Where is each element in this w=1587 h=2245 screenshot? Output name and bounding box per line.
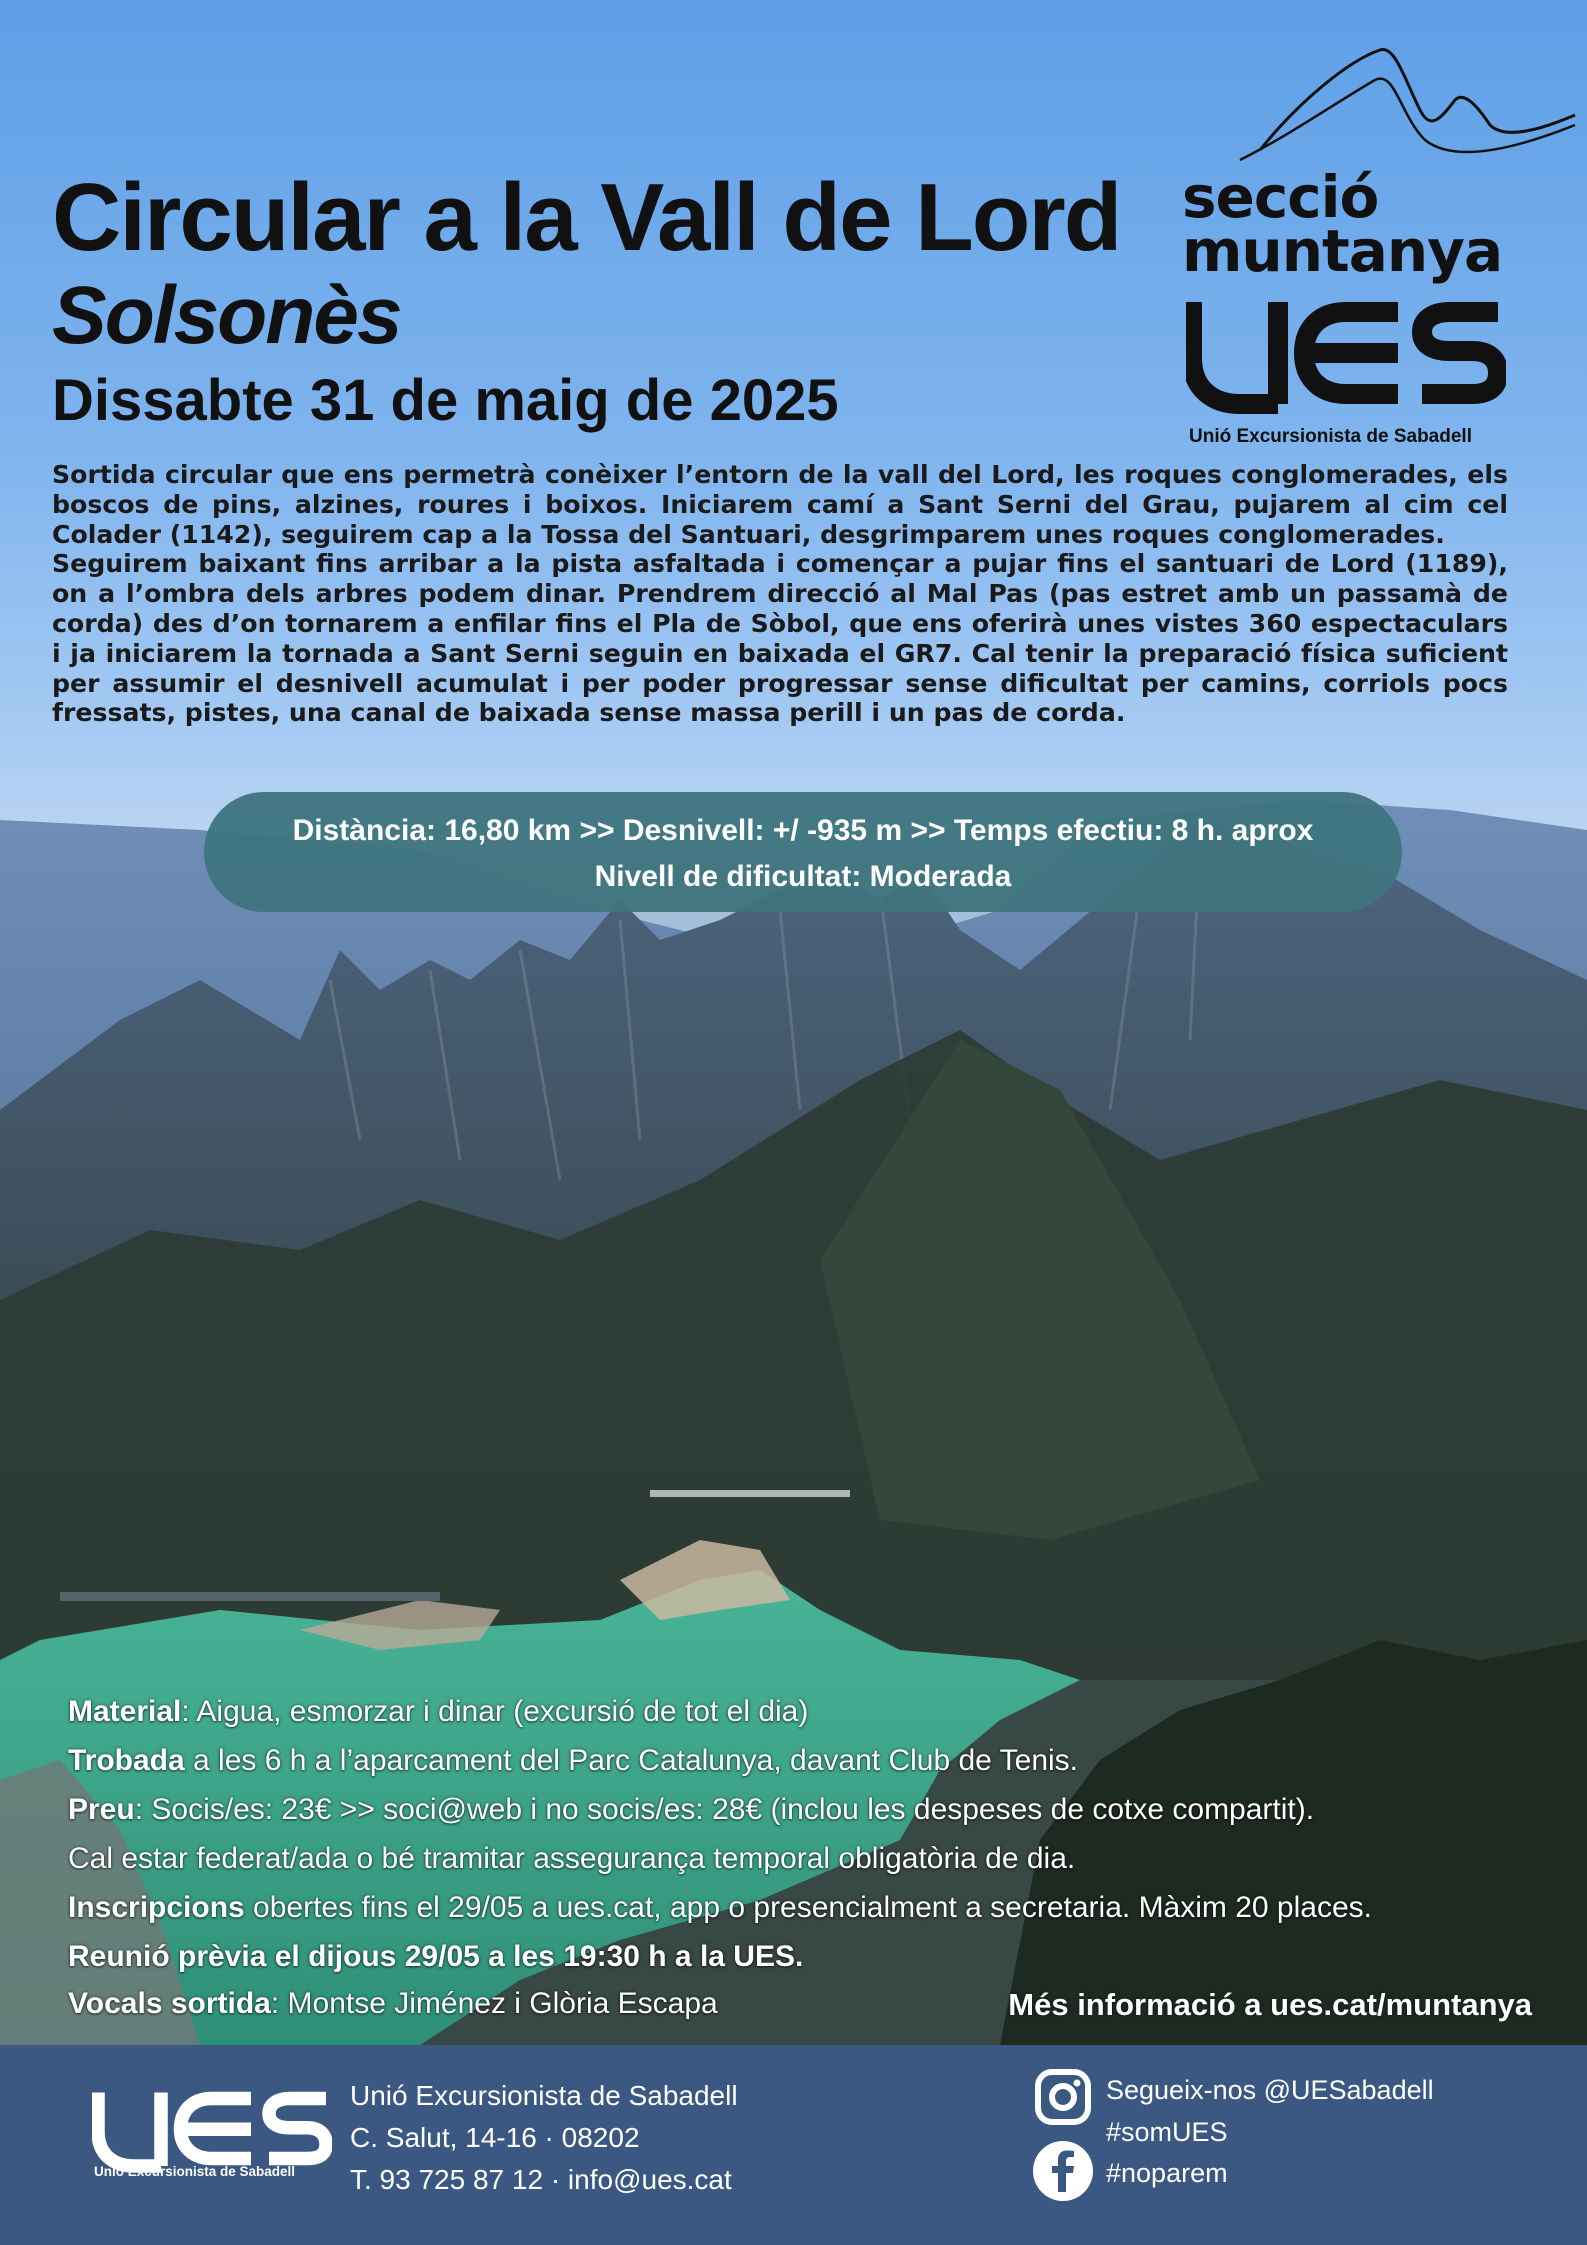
region-subtitle: Solsonès (52, 270, 401, 361)
registration-line (68, 1891, 1372, 1925)
trip-leaders-label: Vocals sortida (68, 1987, 271, 2020)
facebook-icon[interactable] (1032, 2140, 1094, 2202)
logo-line-seccio: secció (1182, 163, 1379, 231)
footer-address: C. Salut, 14-16 · 08202 (350, 2122, 640, 2153)
trip-stats-banner (204, 792, 1402, 912)
footer-org-name: Unió Excursionista de Sabadell (350, 2080, 738, 2111)
trip-leaders-text: : Montse Jiménez i Glòria Escapa (270, 1987, 718, 2020)
logo-line-muntanya: muntanya (1182, 217, 1503, 285)
mountain-line-icon (1180, 40, 1580, 180)
registration-label: Inscripcions (68, 1891, 245, 1924)
event-date: Dissabte 31 de maig de 2025 (52, 368, 839, 433)
insurance-line: Cal estar federat/ada o bé tramitar assegurança temporal obligatòria de dia. (68, 1842, 1076, 1875)
difficulty-line: Nivell de dificultat: Moderada (594, 860, 1012, 893)
page-title: Circular a la Vall de Lord (52, 164, 1121, 271)
seccio-muntanya-logo (1180, 40, 1580, 460)
price-line (68, 1793, 1314, 1827)
ues-wordmark-icon (1186, 296, 1506, 416)
prior-meeting-text: Reunió prèvia el dijous 29/05 a les 19:30 h a la UES. (68, 1940, 804, 1973)
footer-logo-caption: Unió Excursionista de Sabadell (94, 2164, 296, 2179)
hashtag-somues: #somUES (1106, 2117, 1228, 2147)
material-text: : Aigua, esmorzar i dinar (excursió de tot el dia) (181, 1695, 809, 1728)
prior-meeting-line (68, 1940, 803, 1974)
registration-text: obertes fins el 29/05 a ues.cat, app o presencialment a secretaria. Màxim 20 places. (244, 1891, 1372, 1924)
more-info-link[interactable]: Més informació a ues.cat/muntanya (1008, 1987, 1532, 2022)
material-line (68, 1695, 808, 1729)
price-text: : Socis/es: 23€ >> soci@web i no socis/es: 28€ (inclou les despeses de cotxe compartit). (134, 1793, 1315, 1826)
trip-leaders-line (68, 1987, 718, 2021)
hashtag-noparem: #noparem (1106, 2158, 1228, 2188)
meeting-label: Trobada (68, 1744, 185, 1777)
trip-stats-line: Distància: 16,80 km >> Desnivell: +/ -935 m >> Temps efectiu: 8 h. aprox (292, 814, 1314, 847)
meeting-text: a les 6 h a l’aparcament del Parc Catalunya, davant Club de Tenis. (184, 1744, 1079, 1777)
price-label: Preu (68, 1793, 135, 1826)
meeting-line (68, 1744, 1078, 1778)
follow-us-text[interactable]: Segueix-nos @UESabadell (1106, 2075, 1434, 2105)
logo-caption: Unió Excursionista de Sabadell (1189, 426, 1472, 447)
material-label: Material (68, 1695, 182, 1728)
instagram-icon[interactable] (1034, 2068, 1092, 2126)
footer-contact[interactable]: T. 93 725 87 12 · info@ues.cat (350, 2164, 732, 2195)
trip-description: Sortida circular que ens permetrà conèixer l’entorn de la vall del Lord, les roques conglomerades, els boscos de pins, alzines, roures i boixos. Iniciarem camí a Sant Serni del Grau, pujarem al cim cel Colader (1142), seguirem cap a la Tossa del Santuari, desgrimparem unes roques conglomerades. Seguirem baixant fins arribar a la pista asfaltada i començar a pujar fins el santuari de Lord (1189), on a l’ombra dels arbres podem dinar. Prendrem direcció al Mal Pas (pas estret amb un passamà de corda) des d’on tornarem a enfilar fins el Pla de Sòbol, que ens oferirà unes vistes 360 espectaculars i ja iniciarem la tornada a Sant Serni seguin en baixada el GR7. Cal tenir la preparació física suficient per assumir el desnivell acumulat i per poder progressar sense dificultat per camins, corriols pocs fressats, pistes, una canal de baixada sense massa perill i un pas de corda. (52, 460, 1508, 728)
